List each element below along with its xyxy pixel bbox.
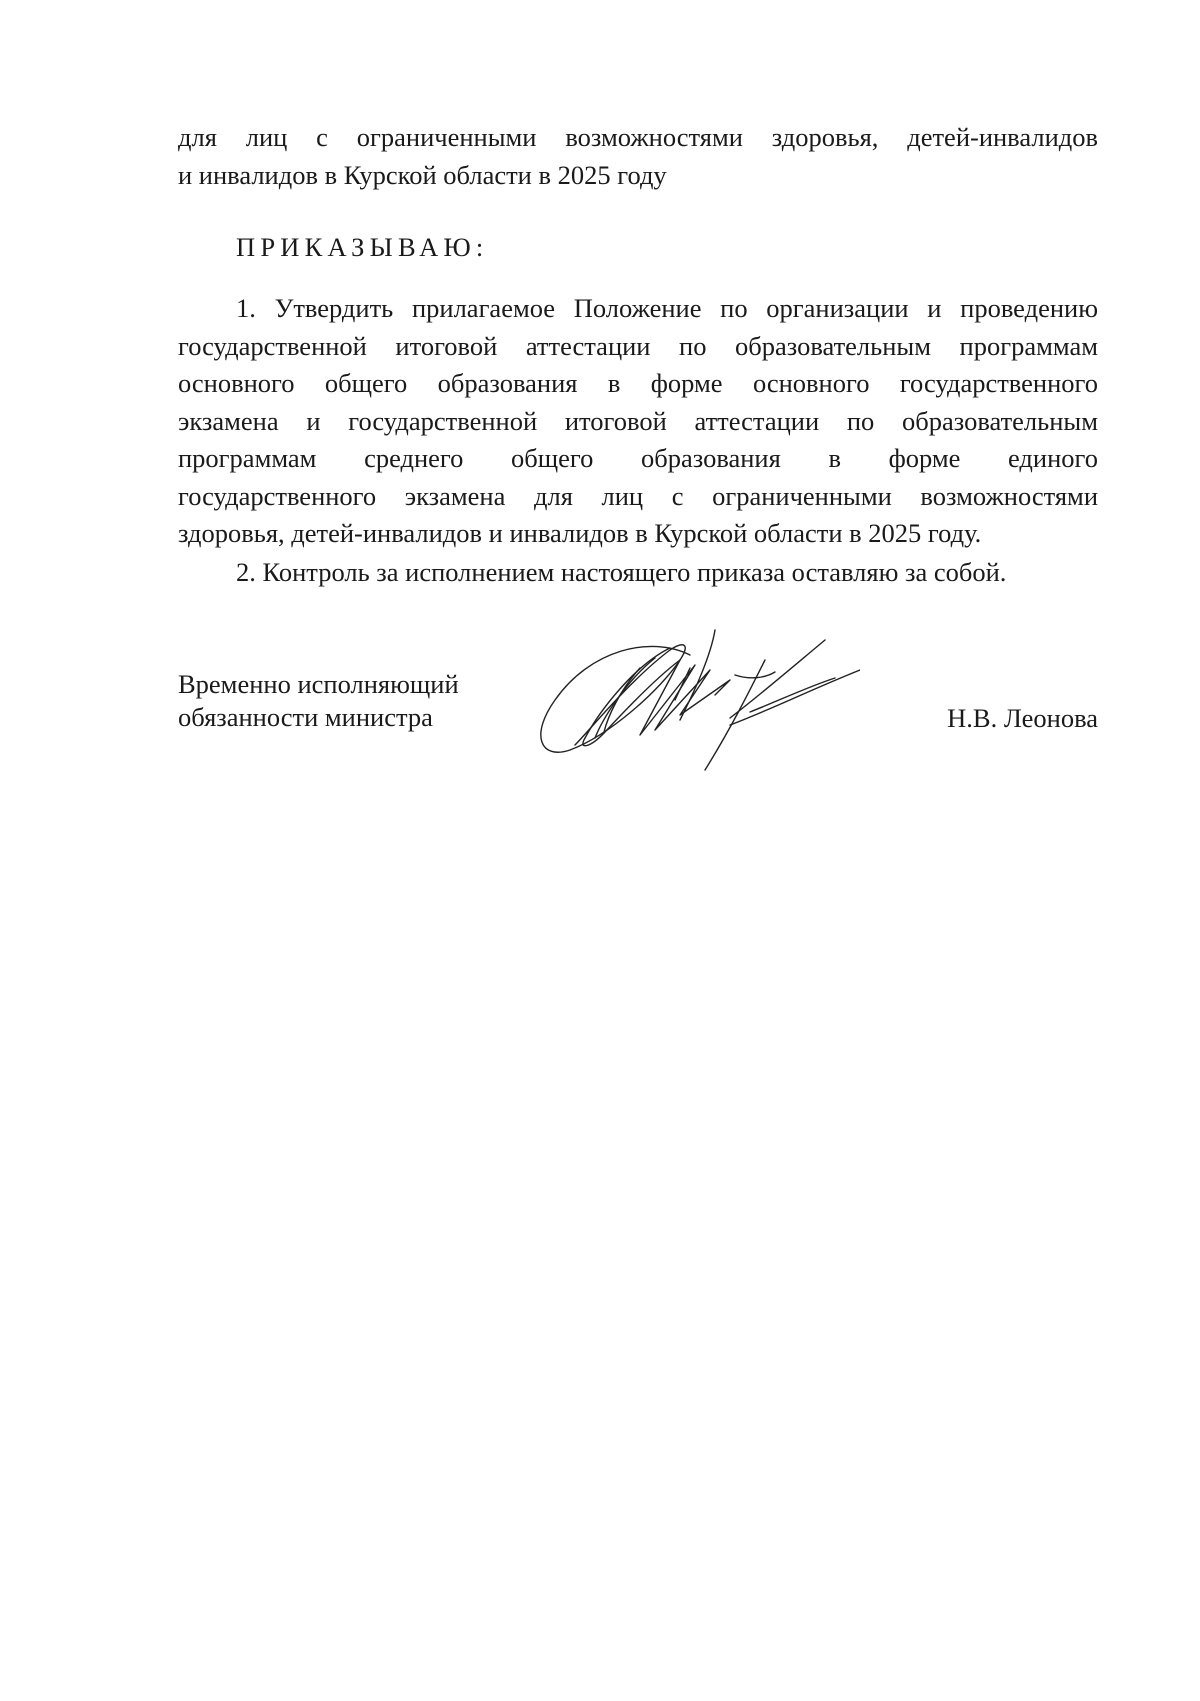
item-1-line-3: основного общего образования в форме основного государственного	[178, 368, 1098, 398]
intro-line-2: и инвалидов в Курской области в 2025 году	[178, 159, 667, 190]
signer-title-line-2: обязанности министра	[178, 702, 433, 732]
item-1-line-1: 1. Утвердить прилагаемое Положение по организации и проведению	[236, 293, 1098, 323]
signer-title-line-1: Временно исполняющий	[178, 669, 459, 699]
item-1-line-7: здоровья, детей-инвалидов и инвалидов в Курской области в 2025 году.	[178, 518, 982, 548]
order-heading: ПРИКАЗЫВАЮ:	[236, 232, 489, 262]
order-item-1	[178, 290, 1098, 553]
handwritten-signature	[530, 620, 860, 780]
item-1-line-5: программам среднего общего образования в форме единого	[178, 443, 1098, 473]
item-1-line-6: государственного экзамена для лиц с ограниченными возможностями	[178, 480, 1098, 511]
order-item-2	[178, 554, 1098, 592]
intro-line-1: для лиц с ограниченными возможностями здоровья, детей-инвалидов	[178, 122, 1098, 152]
intro-paragraph	[178, 119, 1098, 194]
item-1-line-2: государственной итоговой аттестации по образовательным программам	[178, 330, 1098, 361]
signer-name: Н.В. Леонова	[947, 703, 1098, 733]
item-1-line-4: экзамена и государственной итоговой аттестации по образовательным	[178, 405, 1098, 436]
item-2-line: 2. Контроль за исполнением настоящего приказа оставляю за собой.	[236, 557, 1007, 587]
signer-title	[178, 668, 498, 734]
